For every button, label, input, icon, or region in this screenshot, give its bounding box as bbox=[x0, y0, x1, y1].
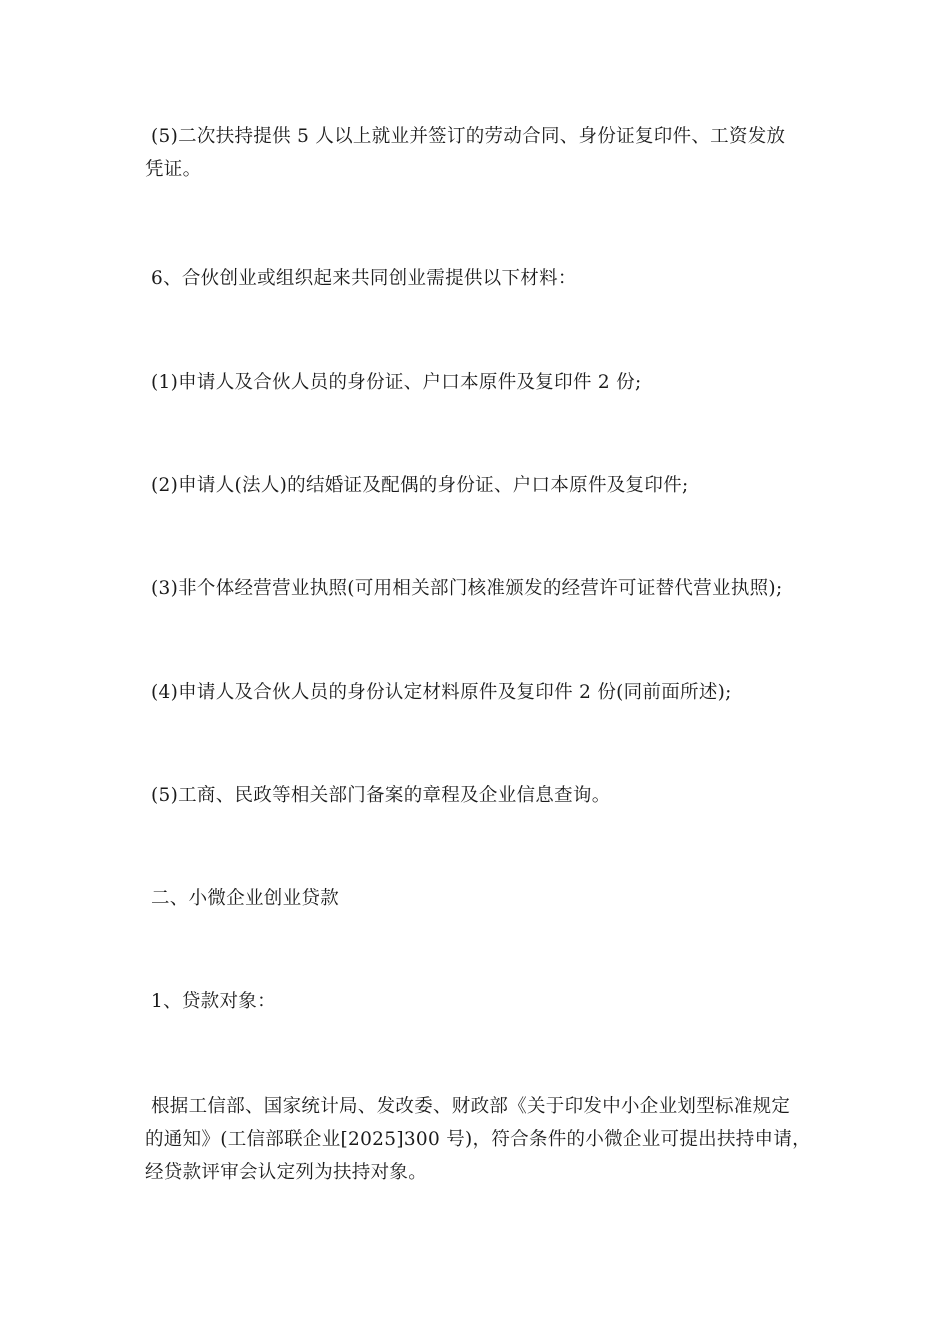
text-line: (1)申请人及合伙人员的身份证、户口本原件及复印件 2 份; bbox=[151, 372, 642, 393]
text-line: (4)申请人及合伙人员的身份认定材料原件及复印件 2 份(同前面所述); bbox=[151, 682, 732, 703]
text-line: 凭证。 bbox=[145, 159, 202, 180]
text-line: 根据工信部、国家统计局、发改委、财政部《关于印发中小企业划型标准规定 bbox=[151, 1096, 791, 1117]
text-line: (3)非个体经营营业执照(可用相关部门核准颁发的经营许可证替代营业执照); bbox=[151, 578, 783, 599]
section-heading-small-micro-loans bbox=[145, 882, 810, 915]
section-heading-partnership-materials bbox=[145, 262, 810, 295]
subheading-loan-targets bbox=[145, 985, 810, 1018]
text-line: (5)二次扶持提供 5 人以上就业并签订的劳动合同、身份证复印件、工资发放 bbox=[151, 126, 786, 147]
paragraph-loan-target-description bbox=[145, 1090, 810, 1189]
text-line: 二、小微企业创业贷款 bbox=[151, 888, 340, 909]
list-item-3 bbox=[145, 572, 810, 605]
paragraph-second-support-materials bbox=[145, 120, 810, 186]
text-line: 经贷款评审会认定列为扶持对象。 bbox=[145, 1162, 428, 1183]
list-item-5 bbox=[145, 779, 810, 812]
text-line: 1、贷款对象： bbox=[151, 991, 276, 1012]
list-item-2 bbox=[145, 469, 810, 502]
list-item-1 bbox=[145, 366, 810, 399]
text-line: (5)工商、民政等相关部门备案的章程及企业信息查询。 bbox=[151, 785, 611, 806]
text-line: (2)申请人(法人)的结婚证及配偶的身份证、户口本原件及复印件; bbox=[151, 475, 689, 496]
text-line: 的通知》(工信部联企业[2025]300 号)，符合条件的小微企业可提出扶持申请， bbox=[145, 1129, 811, 1150]
list-item-4 bbox=[145, 676, 810, 709]
text-line: 6、合伙创业或组织起来共同创业需提供以下材料： bbox=[151, 268, 577, 289]
